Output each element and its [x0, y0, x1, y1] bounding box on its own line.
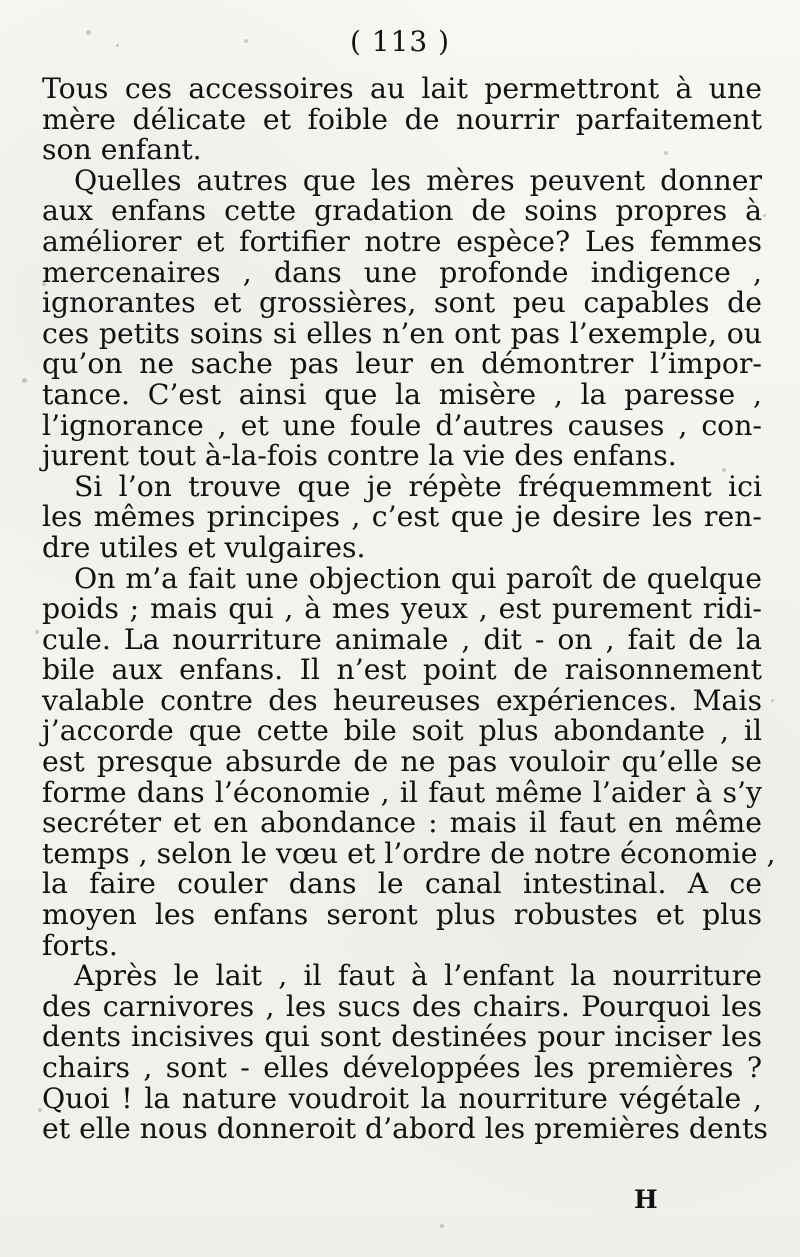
text-line-25: secréter et en abondance : mais il faut en même	[42, 806, 762, 840]
speckle	[35, 630, 39, 634]
speckle	[763, 214, 766, 217]
text-line-22: j’accorde que cette bile soit plus abondante , il	[42, 714, 762, 748]
body-text	[42, 72, 776, 1146]
text-line-24: forme dans l’économie , il faut même l’aider à s’y	[42, 775, 762, 809]
text-line-26: temps , selon le vœu et l’ordre de notre économie ,	[42, 836, 776, 870]
text-line-35: et elle nous donneroit d’abord les premières dents	[42, 1112, 768, 1146]
text-line-21: valable contre des heureuses expériences. Mais	[42, 683, 762, 717]
text-line-2: mère délicate et foible de nourrir parfaitement	[42, 102, 762, 136]
text-line-10: qu’on ne sache pas leur en démontrer l’impor-	[42, 347, 762, 381]
text-line-29: forts.	[42, 928, 118, 962]
text-line-7: mercenaires , dans une profonde indigence ,	[42, 255, 762, 289]
text-line-15: les mêmes principes , c’est que je desire les ren-	[42, 500, 762, 534]
text-line-3: son enfant.	[42, 133, 202, 167]
text-line-31: des carnivores , les sucs des chairs. Pourquoi les	[42, 989, 762, 1023]
text-line-19: cule. La nourriture animale , dit - on , fait de la	[42, 622, 762, 656]
text-line-12: l’ignorance , et une foule d’autres causes , con-	[42, 408, 762, 442]
speckle	[22, 378, 27, 383]
signature-mark: H	[634, 1185, 659, 1214]
text-line-30: Après le lait , il faut à l’enfant la nourriture	[74, 959, 762, 993]
text-line-8: ignorantes et grossières, sont peu capables de	[42, 286, 762, 320]
text-line-27: la faire couler dans le canal intestinal. A ce	[42, 867, 762, 901]
text-line-34: Quoi ! la nature voudroit la nourriture végétale ,	[42, 1081, 762, 1115]
text-line-18: poids ; mais qui , à mes yeux , est purement ridi-	[42, 592, 762, 626]
text-line-5: aux enfans cette gradation de soins propres à	[42, 194, 762, 228]
speckle	[771, 699, 774, 702]
text-line-32: dents incisives qui sont destinées pour inciser les	[42, 1020, 762, 1054]
text-line-28: moyen les enfans seront plus robustes et plus	[42, 898, 762, 932]
text-line-17: On m’a fait une objection qui paroît de quelque	[74, 561, 762, 595]
text-line-20: bile aux enfans. Il n’est point de raisonnement	[42, 653, 762, 687]
text-line-23: est presque absurde de ne pas vouloir qu’elle se	[42, 745, 762, 779]
text-line-4: Quelles autres que les mères peuvent donner	[74, 163, 762, 197]
text-line-33: chairs , sont - elles développées les premières ?	[42, 1051, 762, 1084]
text-line-6: améliorer et fortifier notre espèce? Les femmes	[42, 224, 762, 258]
text-line-16: dre utiles et vulgaires.	[42, 530, 366, 564]
text-line-1: Tous ces accessoires au lait permettront à une	[42, 72, 762, 105]
text-line-14: Si l’on trouve que je répète fréquemment ici	[74, 469, 762, 503]
speckle	[440, 1224, 444, 1228]
text-line-13: jurent tout à-la-fois contre la vie des enfans.	[42, 439, 677, 473]
page-number: ( 113 )	[349, 25, 451, 58]
text-line-9: ces petits soins si elles n’en ont pas l’exemple, ou	[42, 316, 762, 350]
text-line-11: tance. C’est ainsi que la misère , la paresse ,	[42, 377, 762, 411]
